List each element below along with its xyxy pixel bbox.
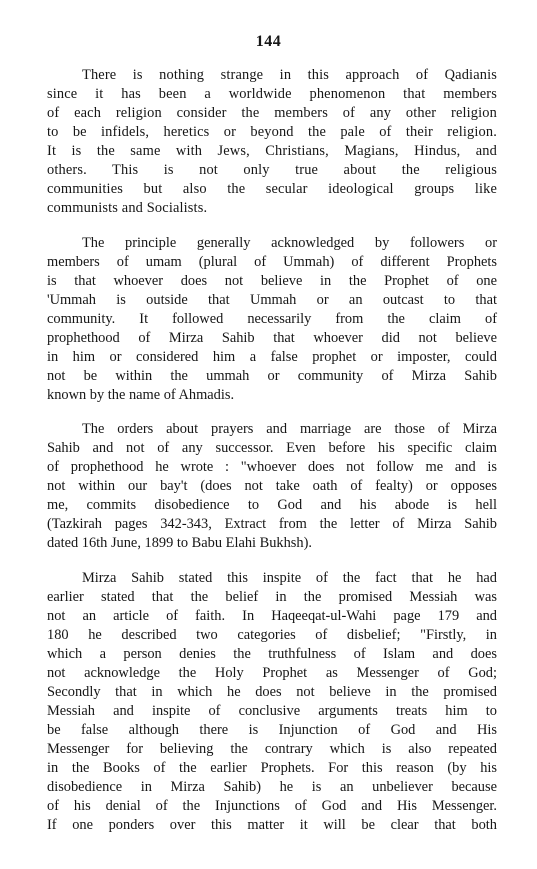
paragraph [47,66,497,218]
text-line: of his denial of the Injunctions of God and His Messenger. [47,797,497,814]
text-line: The orders about prayers and marriage are those of Mirza [82,421,497,437]
text-line: community. It followed necessarily from the claim of [47,310,497,327]
text-line: be false although there is Injunction of God and His [47,721,497,738]
text-line: Sahib and not of any successor. Even before his specific claim [47,440,497,456]
text-line: disobedience in Mirza Sahib) he is an unbeliever because [47,778,497,795]
text-line: Messenger for believing the contrary which is also repeated [47,740,497,757]
text-line: earlier stated that the belief in the promised Messiah was [47,588,497,605]
text-line: The principle generally acknowledged by followers or [82,234,497,251]
text-line: not acknowledge the Holy Prophet as Messenger of God; [47,664,497,681]
text-line: dated 16th June, 1899 to Babu Elahi Bukhsh). [47,535,312,551]
text-line: me, commits disobedience to God and his abode is hell [47,497,497,513]
text-line: not an article of faith. In Haqeeqat-ul-Wahi page 179 and [47,607,497,624]
page-number: 144 [255,33,282,50]
text-line: communists and Socialists. [47,200,208,216]
text-line: not within our bay't (does not take oath of fealty) or opposes [47,478,497,494]
text-line: It is the same with Jews, Christians, Magians, Hindus, and [47,143,497,159]
text-line: 180 he described two categories of disbelief; "Firstly, in [47,626,497,643]
text-line: which a person denies the truthfulness of Islam and does [47,645,497,662]
text-line: Messiah and inspite of conclusive arguments treats him to [47,702,497,719]
text-line: others. This is not only true about the religious [47,162,497,178]
text-line: 'Ummah is outside that Ummah or an outcast to that [47,291,497,308]
text-line: in him or considered him a false prophet or imposter, could [47,348,497,365]
paragraph [47,234,497,405]
text-line: members of umam (plural of Ummah) of different Prophets [47,253,497,270]
text-line: Secondly that in which he does not believe in the promised [47,683,497,700]
text-line: is that whoever does not believe in the Prophet of one [47,272,497,289]
body-text [47,66,497,850]
paragraph [47,420,497,553]
text-line: in the Books of the earlier Prophets. For this reason (by his [47,759,497,776]
text-line: of each religion consider the members of any other religion [47,105,497,121]
text-line: since it has been a worldwide phenomenon that members [47,86,497,102]
text-line: known by the name of Ahmadis. [47,386,235,403]
paragraph [47,569,497,835]
text-line: Mirza Sahib stated this inspite of the fact that he had [82,569,497,586]
text-line: of prophethood he wrote : "whoever does not follow me and is [47,459,497,475]
text-line: to be infidels, heretics or beyond the pale of their religion. [47,124,497,140]
text-line: prophethood of Mirza Sahib that whoever did not believe [47,329,497,346]
text-line: not be within the ummah or community of Mirza Sahib [47,367,497,384]
text-line: communities but also the secular ideological groups like [47,181,497,197]
text-line: If one ponders over this matter it will be clear that both [47,816,497,833]
text-line: There is nothing strange in this approach of Qadianis [82,67,497,83]
text-line: (Tazkirah pages 342-343, Extract from the letter of Mirza Sahib [47,516,497,532]
